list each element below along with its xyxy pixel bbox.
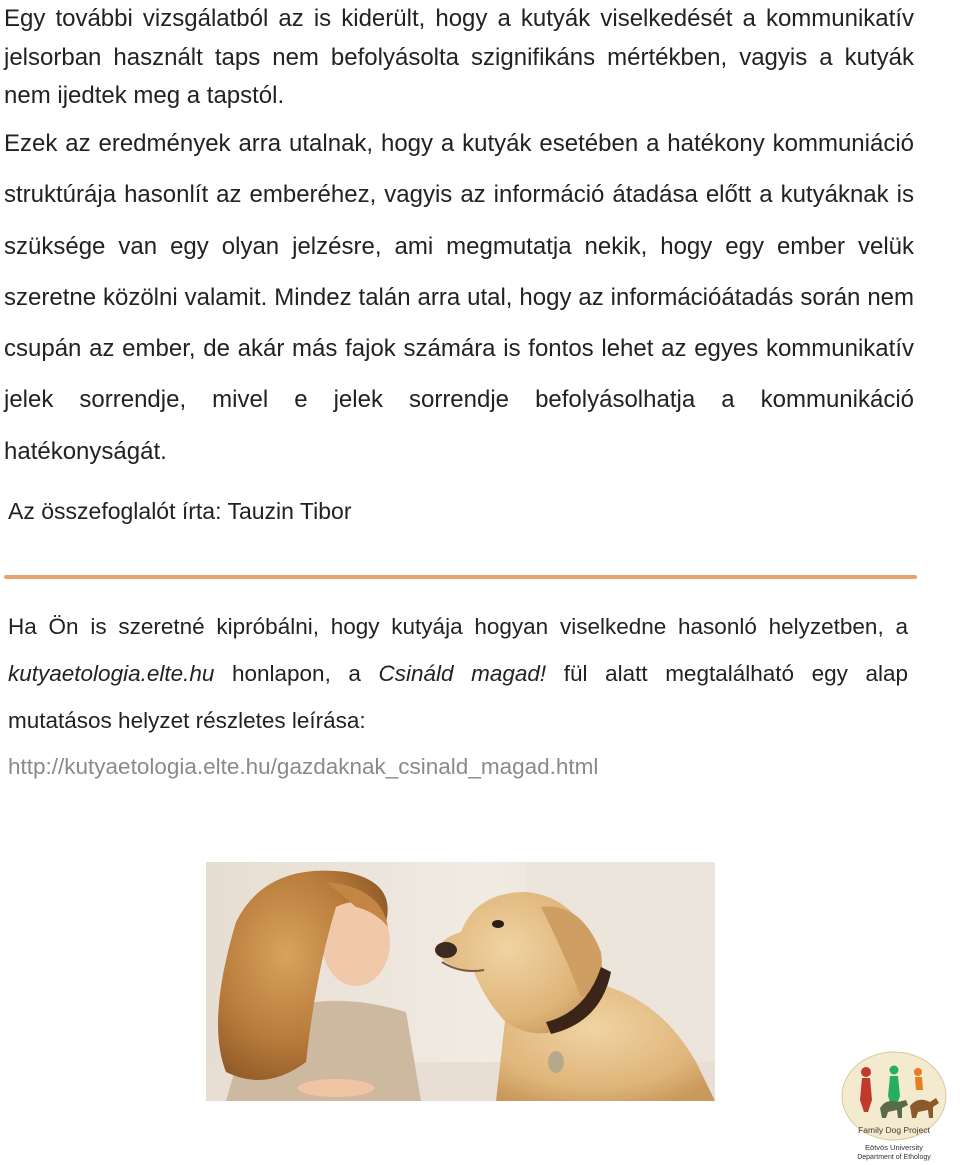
author-line: Az összefoglalót írta: Tauzin Tibor (8, 498, 352, 524)
try-it-paragraph (8, 603, 908, 744)
family-dog-project-logo (836, 1050, 952, 1162)
paragraph-additional-study: Egy további vizsgálatból az is kiderült, hogy a kutyák viselkedését a kommunikatív jelsorban használt taps nem befolyásolta szignifikáns mértékben, vagyis a kutyák nem ijedtek meg a tapstól. (4, 5, 914, 109)
logo-line-1: Eötvös University (865, 1143, 923, 1152)
logo-title: Family Dog Project (858, 1125, 930, 1135)
try-it-text-1: Ha Ön is szeretné kipróbálni, hogy kutyája hogyan viselkedne hasonló helyzetben, a (8, 614, 908, 639)
tab-name: Csináld magad! (378, 661, 547, 686)
logo-line-2: Department of Ethology (857, 1154, 931, 1161)
section-divider (4, 575, 917, 579)
try-it-text-2: honlapon, a (214, 661, 379, 686)
site-name: kutyaetologia.elte.hu (8, 661, 215, 686)
woman-and-dog-photo (206, 862, 715, 1101)
instructions-url-link[interactable]: http://kutyaetologia.elte.hu/gazdaknak_csinald_magad.html (8, 754, 599, 779)
try-it-text-3: fül alatt megtalálható egy alap mutatásos helyzet részletes leírása: (8, 661, 908, 733)
paragraph-results-summary: Ezek az eredmények arra utalnak, hogy a kutyák esetében a hatékony kommuniáció struktúrája hasonlít az emberéhez, vagyis az információ átadása előtt a kutyáknak is szüksége van egy olyan jelzésre, ami megmutatja nekik, hogy egy ember velük szeretne közölni valamit. Mindez talán arra utal, hogy az információátadás során nem csupán az ember, de akár más fajok számára is fontos lehet az egyes kommunikatív jelek sorrendje, mivel e jelek sorrendje befolyásolhatja a kommunikáció hatékonyságát. (4, 130, 914, 465)
